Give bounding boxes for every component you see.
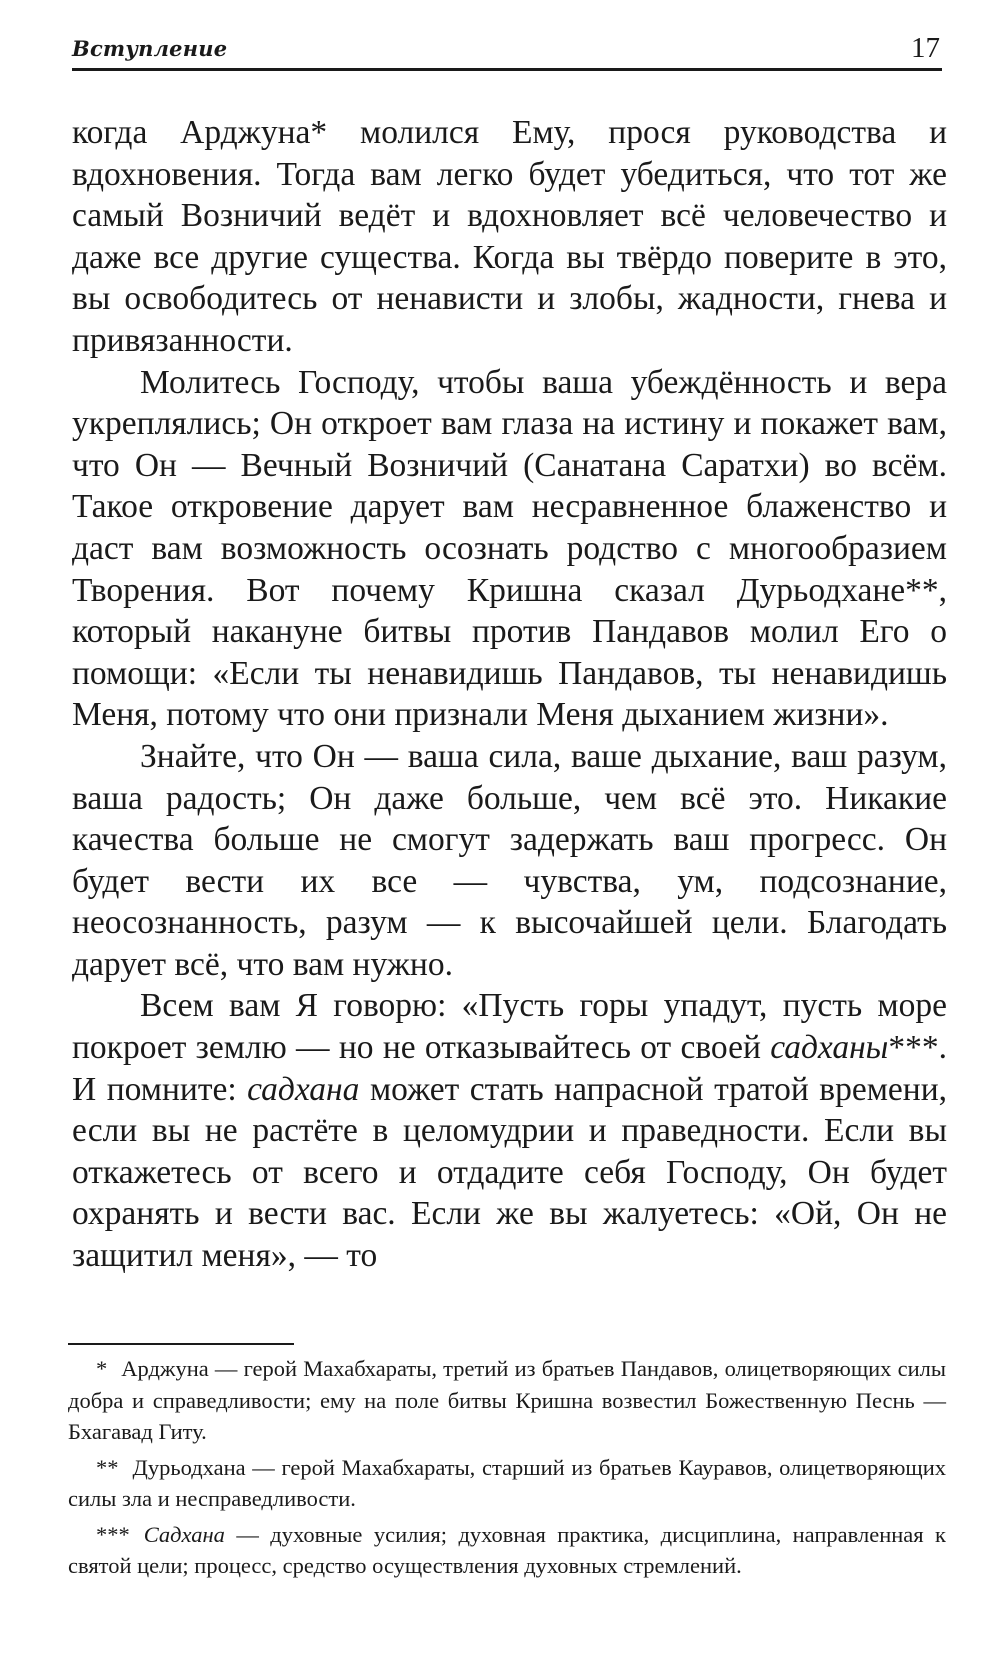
paragraph-4-part-b: ***. И помните: [72,1029,947,1108]
term-sadhana-2: садхана [247,1070,360,1108]
footnote-text: Арджуна — герой Махабхараты, третий из братьев Пандавов, олицетворяющих силы добра и справедливости; ему на поле битвы Кришна возвестил Божественную Песнь — Бхагавад Гиту. [68,1356,946,1444]
footnote-marker: *** [96,1521,130,1547]
paragraph-2: Молитесь Господу, чтобы ваша убеждённость и вера укреплялись; Он откроет вам глаза на истину и покажет вам, что Он — Вечный Возничий (Санатана Саратхи) во всём. Такое откровение дарует вам несравненное блаженство и даст вам возможность осознать родство с многообразием Творения. Вот почему Кришна сказал Дурьодхане**, который накануне битвы против Пандавов молил Его о помощи: «Если ты ненавидишь Пандавов, ты ненавидишь Меня, потому что они признали Меня дыханием жизни». [72,363,947,734]
footnote-marker: ** [96,1454,119,1480]
section-title: Вступление [72,36,228,61]
term-sadhana-1: садханы [770,1029,889,1067]
paragraph-4-part-a: Всем вам Я говорю: «Пусть горы упадут, пусть море покроет землю — но не отказывайтесь от своей [72,987,947,1067]
header-rule [72,68,942,71]
main-text [72,112,947,1277]
footnote-rule [68,1343,294,1345]
page-number: 17 [911,32,940,64]
footnote-3 [68,1519,946,1582]
running-head [72,30,940,70]
footnote-1 [68,1353,946,1448]
footnote-text: — духовные усилия; духовная практика, дисциплина, направленная к святой цели; процесс, средство осуществления духовных стремлений. [68,1521,946,1578]
paragraph-3: Знайте, что Он — ваша сила, ваше дыхание, ваш разум, ваша радость; Он даже больше, чем всё это. Никакие качества больше не смогут задержать ваш прогресс. Он будет вести их все — чувства, ум, подсознание, неосознанность, разум — к высочайшей цели. Благодать дарует всё, что вам нужно. [72,737,947,983]
footnote-term: Садхана [143,1521,225,1547]
footnotes [68,1353,946,1586]
paragraph-4-part-c: может стать напрасной тратой времени, если вы не растёте в целомудрии и праведности. Если вы откажетесь от всего и отдадите себя Господу, Он будет охранять и вести вас. Если же вы жалуетесь: «Ой, Он не защитил меня», — то [72,1070,948,1275]
paragraph-1: когда Арджуна* молился Ему, прося руководства и вдохновения. Тогда вам легко будет убедиться, что тот же самый Возничий ведёт и вдохновляет всё человечество и даже все другие существа. Когда вы твёрдо поверите в это, вы освободитесь от ненависти и злобы, жадности, гнева и привязанности. [72,114,947,359]
footnote-2 [68,1452,946,1515]
paragraph-4 [72,985,947,1276]
footnote-marker: * [96,1356,108,1381]
footnote-text: Дурьодхана — герой Махабхараты, старший из братьев Кауравов, олицетворяющих силы зла и несправедливости. [68,1454,946,1511]
